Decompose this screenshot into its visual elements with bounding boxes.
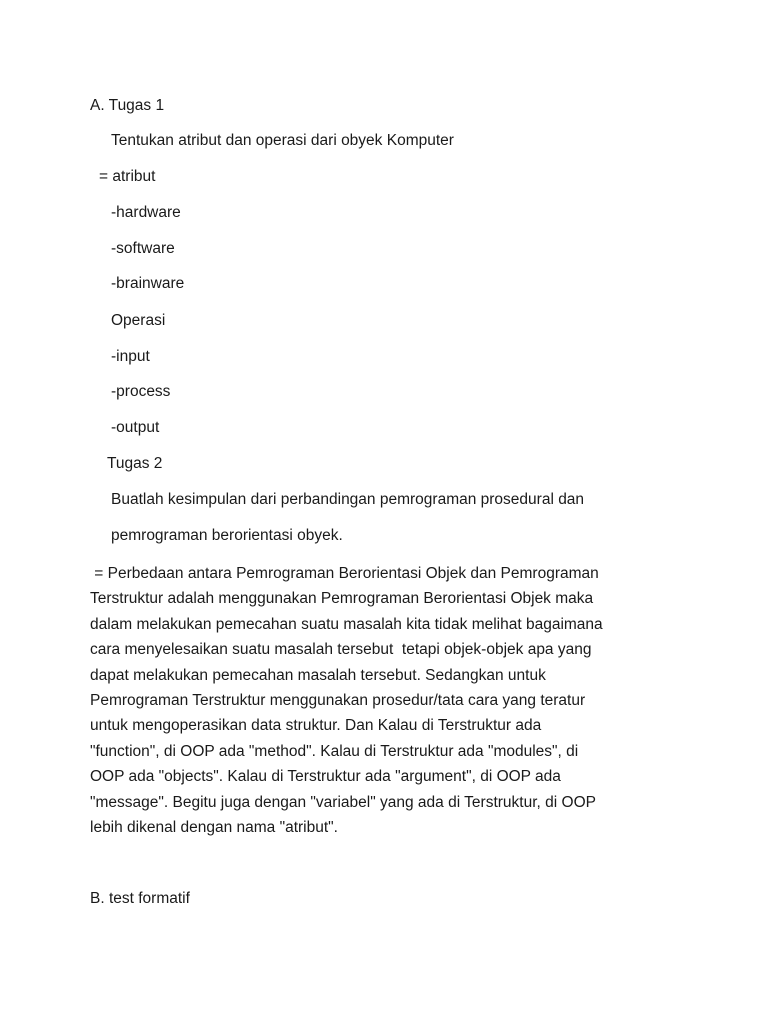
answer-line: Terstruktur adalah menggunakan Pemrograman Berorientasi Objek maka [90,590,594,608]
question-1-text: Tentukan atribut dan operasi dari obyek Komputer [111,132,454,149]
operasi-item: -input [111,348,150,365]
answer-paragraph [90,561,675,840]
section-b-heading: B. test formatif [90,890,190,907]
operasi-item: -output [111,419,160,436]
atribut-item: -software [111,240,175,257]
answer-line: untuk mengoperasikan data struktur. Dan Kalau di Terstruktur ada [90,717,542,735]
atribut-label: = atribut [99,168,156,185]
question-2-line-1: Buatlah kesimpulan dari perbandingan pemrograman prosedural dan [111,491,585,508]
operasi-label: Operasi [111,312,166,329]
question-2-line-2: pemrograman berorientasi obyek. [111,527,343,544]
answer-line: "message". Begitu juga dengan "variabel" yang ada di Terstruktur, di OOP [90,793,596,811]
answer-line: dalam melakukan pemecahan suatu masalah kita tidak melihat bagaimana [90,615,603,633]
answer-line: lebih dikenal dengan nama "atribut". [90,819,338,837]
answer-line: Pemrograman Terstruktur menggunakan prosedur/tata cara yang teratur [90,692,586,710]
answer-line: = Perbedaan antara Pemrograman Berorientasi Objek dan Pemrograman [90,565,599,582]
operasi-item: -process [111,383,171,400]
atribut-item: -brainware [111,275,185,292]
answer-line: "function", di OOP ada "method". Kalau di Terstruktur ada "modules", di [90,742,579,760]
atribut-item: -hardware [111,204,181,221]
tugas-2-heading: Tugas 2 [107,455,163,472]
answer-line: OOP ada "objects". Kalau di Terstruktur ada "argument", di OOP ada [90,768,561,786]
answer-line: cara menyelesaikan suatu masalah tersebut tetapi objek-objek apa yang [90,641,592,659]
section-a-heading: A. Tugas 1 [90,97,165,114]
answer-line: dapat melakukan pemecahan masalah tersebut. Sedangkan untuk [90,666,546,684]
